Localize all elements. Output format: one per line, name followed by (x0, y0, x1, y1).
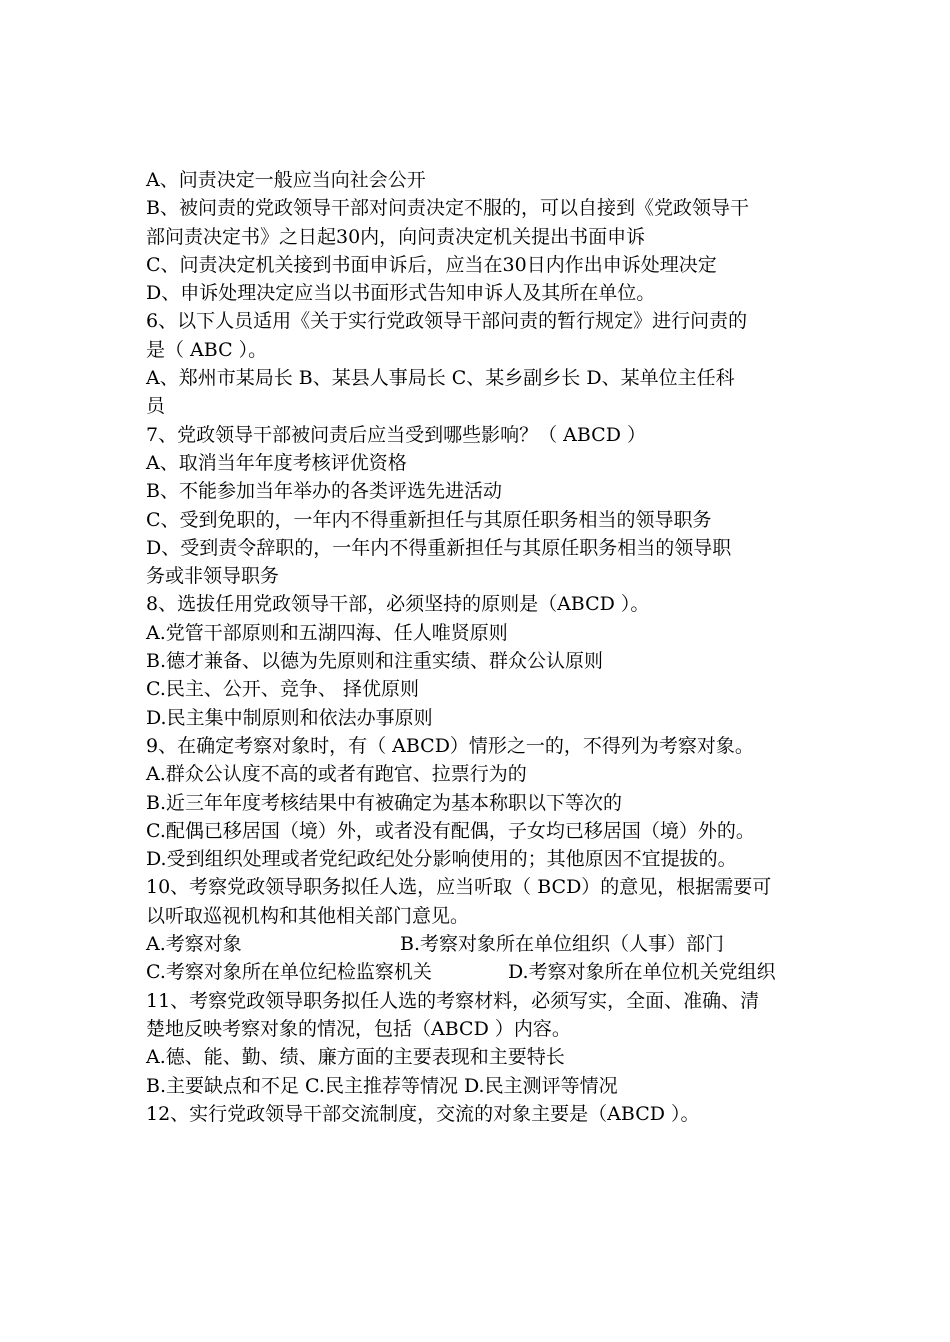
text-line: B.近三年年度考核结果中有被确定为基本称职以下等次的 (146, 791, 623, 814)
text-line: C.民主、公开、竞争、 择优原则 (146, 678, 419, 701)
text-line: A、郑州市某局长 B、某县人事局长 C、某乡副乡长 D、某单位主任科 (146, 367, 735, 390)
text-line: A.群众公认度不高的或者有跑官、拉票行为的 (146, 763, 527, 786)
text-line: D、申诉处理决定应当以书面形式告知申诉人及其所在单位。 (146, 282, 656, 305)
text-line: B、被问责的党政领导干部对问责决定不服的，可以自接到《党政领导干 (146, 197, 749, 220)
text-line: A.德、能、勤、绩、廉方面的主要表现和主要特长 (146, 1046, 565, 1069)
text-line: C.配偶已移居国（境）外，或者没有配偶，子女均已移居国（境）外的。 (146, 819, 755, 842)
text-line: D.民主集中制原则和依法办事原则 (146, 706, 433, 729)
q10-option-row-1 (146, 930, 818, 958)
question-8: 8、选拔任用党政领导干部，必须坚持的原则是（ABCD ）。 (146, 593, 650, 616)
document-body (146, 166, 818, 1128)
question-10: 10、考察党政领导职务拟任人选，应当听取（ BCD）的意见，根据需要可 (146, 876, 772, 899)
text-line: B.德才兼备、以德为先原则和注重实绩、群众公认原则 (146, 650, 604, 673)
q10-option-b: B.考察对象所在单位组织（人事）部门 (400, 933, 725, 956)
text-line: 部问责决定书》之日起30内，向问责决定机关提出书面申诉 (146, 225, 646, 248)
question-7: 7、党政领导干部被问责后应当受到哪些影响？（ ABCD ） (146, 423, 646, 446)
text-line: 以听取巡视机构和其他相关部门意见。 (146, 904, 470, 927)
q10-option-d: D.考察对象所在单位机关党组织 (508, 961, 776, 984)
text-line: A、问责决定一般应当向社会公开 (146, 169, 426, 191)
text-line: 楚地反映考察对象的情况，包括（ABCD ）内容。 (146, 1017, 571, 1040)
text-line: B.主要缺点和不足 C.民主推荐等情况 D.民主测评等情况 (146, 1074, 618, 1097)
text-line: A、取消当年年度考核评优资格 (146, 451, 407, 474)
q10-option-row-2 (146, 958, 818, 986)
text-line: B、不能参加当年举办的各类评选先进活动 (146, 480, 502, 503)
text-line: A.党管干部原则和五湖四海、任人唯贤原则 (146, 621, 508, 644)
question-12: 12、实行党政领导干部交流制度，交流的对象主要是（ABCD ）。 (146, 1102, 700, 1125)
q10-option-c: C.考察对象所在单位纪检监察机关 (146, 961, 432, 984)
q10-option-a: A.考察对象 (146, 933, 242, 956)
text-line: 是（ ABC ）。 (146, 338, 268, 361)
text-line: D.受到组织处理或者党纪政纪处分影响使用的；其他原因不宜提拔的。 (146, 848, 737, 871)
question-9: 9、在确定考察对象时，有（ ABCD）情形之一的，不得列为考察对象。 (146, 734, 754, 757)
question-11: 11、考察党政领导职务拟任人选的考察材料，必须写实，全面、准确、清 (146, 989, 760, 1012)
text-line: 员 (146, 395, 166, 418)
text-line: D、受到责令辞职的，一年内不得重新担任与其原任职务相当的领导职 (146, 536, 732, 559)
text-line: C、问责决定机关接到书面申诉后，应当在30日内作出申诉处理决定 (146, 253, 717, 276)
text-line: 务或非领导职务 (146, 565, 280, 588)
text-line: C、受到免职的，一年内不得重新担任与其原任职务相当的领导职务 (146, 508, 712, 531)
question-6: 6、以下人员适用《关于实行党政领导干部问责的暂行规定》进行问责的 (146, 310, 748, 333)
